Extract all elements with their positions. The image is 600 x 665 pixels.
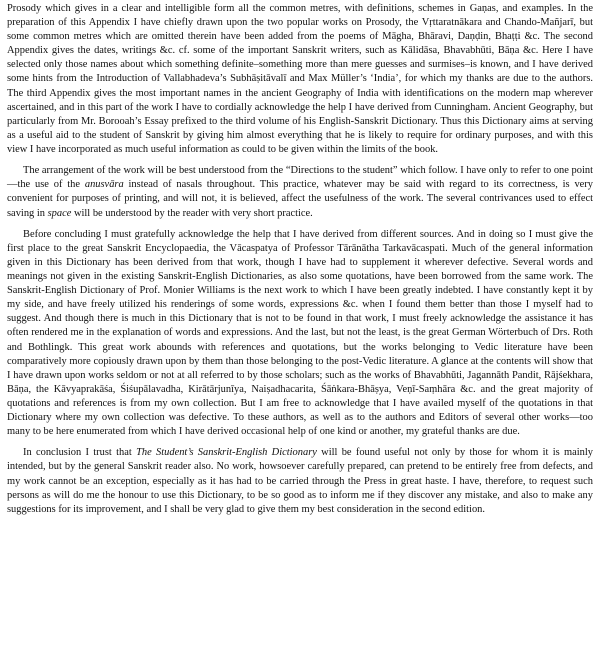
text-run: Prosody which gives in a clear and intelligible form all the common metres, with definitions, schemes in Gaṇas, and examples. In the preparation of this Appendix I have chiefly drawn upon the two popular works on Prosody, the Vṛttaratnākara and Chando-Mañjarī, but some common metres which are omitted therein have been added from the poems of Māgha, Bhāravi, Daṇḍin, Bhaṭṭi &c. The second Appendix gives the dates, writings &c. cf. some of the important Sanskrit writers, such as Kālidāsa, Bhavabhūti, Bāṇa &c. Here I have selected only those names about which something definite–something more than mere guesses and surmises–is known, and I have derived some hints from the Introduction of Vallabhadeva’s Subhāṣitāvalī and Max Müller’s ‘India’, for which my thanks are due to the authors. The third Appendix gives the most important names in the ancient Geography of India with identifications on the modern map wherever ascertained, and in this part of the work I have to cordially acknowledge the help I have derived from Cunningham. Ancient Geography, but particularly from Mr. Borooah’s Essay prefixed to the third volume of his English-Sanskrit Dictionary. Thus this Dictionary aims at serving as a useful aid to the student of Sanskrit by giving him almost everything that he is likely to require for ordinary purposes, and with this view I have incorporated as much useful information as could to be given within the limits of the book.: [7, 3, 593, 155]
paragraph-prosody-appendix: [7, 2, 593, 157]
italic-term-anusvara: anusvāra: [84, 179, 124, 191]
text-run: Before concluding I must gratefully acknowledge the help that I have derived from different sources. And in doing so I must give the first place to the great Sanskrit Encyclopaedia, the Vācaspatya of Professor Tārānātha Tarkavācaspati. Much of the general information given in this Dictionary has been derived from that work, though I have had to supplement it wherever defective. Several words and meanings not given in the existing Sanskrit-English Dictionaries, as also some quotations, have been borrowed from the same work. The Sanskrit-English Dictionary of Prof. Monier Williams is the next work to which I have been greatly indebted. I have constantly kept it by my side, and have freely utilized his renderings of some words, expressions &c. when I found them better than those I myself had to suggest. And though there is much in this Dictionary that is not to be found in that work, I must freely acknowledge the assistance it has often rendered me in the explanation of words and expressions. And the last, but not the least, is the great German Wörterbuch of Drs. Roth and Bothlingk. This great work abounds with references and quotations, but the works belonging to Vedic literature have been comparatively more copiously drawn upon by them than those belonging to the post-Vedic literature. A glance at the contents will show that I have drawn upon works seldom or not at all referred to by those scholars; such as the works of Bhavabhūti, Jagannāth Pandit, Rājśekhara, Bāṇa, the Kāvyaprakāśa, Śiśupālavadha, Kirātārjunīya, Naiṣadhacarita, Śāṅkara-Bhāṣya, Veṇī-Saṃhāra &c. and the great majority of quotations and references is from my own collection. But I am free to acknowledge that I have availed myself of the quotations in that Dictionary where my own collection was defective. To these authors, as well as to the authors and Editors of several other works—too many to be here enumerated from which I have derived occasional help of one kind or another, my grateful thanks are due.: [7, 228, 593, 438]
text-run: will be found useful not only by those for whom it is mainly intended, but by the general Sanskrit reader also. No work, howsoever carefully prepared, can pretend to be entirely free from defects, and my work cannot be an exception, especially as it has had to be carried through the Press in great haste. I have, therefore, to request such persons as will do me the honour to use this Dictionary, to be so good as to inform me if they discover any mistake, and also to make any suggestions for its improvement, and I shall be very glad to give them my best consideration in the second edition.: [7, 447, 593, 515]
italic-book-title: The Student’s Sanskrit-English Dictionary: [136, 447, 317, 459]
text-run: will be understood by the reader with very short practice.: [71, 207, 313, 219]
text-run: The arrangement of the work will be best understood from the “Directions to the student” which follow. I have only to refer to one point—the use of the: [7, 165, 593, 191]
paragraph-arrangement: [7, 164, 593, 220]
paragraph-acknowledgements: [7, 228, 593, 439]
text-run: In conclusion I trust that: [23, 447, 137, 459]
document-page: [7, 2, 593, 517]
italic-term-space: space: [47, 207, 72, 219]
text-run: instead of nasals throughout. This practice, whatever may be said with regard to its correctness, is very convenient for purposes of printing, and will not, it is believed, affect the usefulness of the work. The several contrivances used to effect saving in: [7, 179, 593, 219]
paragraph-conclusion: [7, 446, 593, 516]
